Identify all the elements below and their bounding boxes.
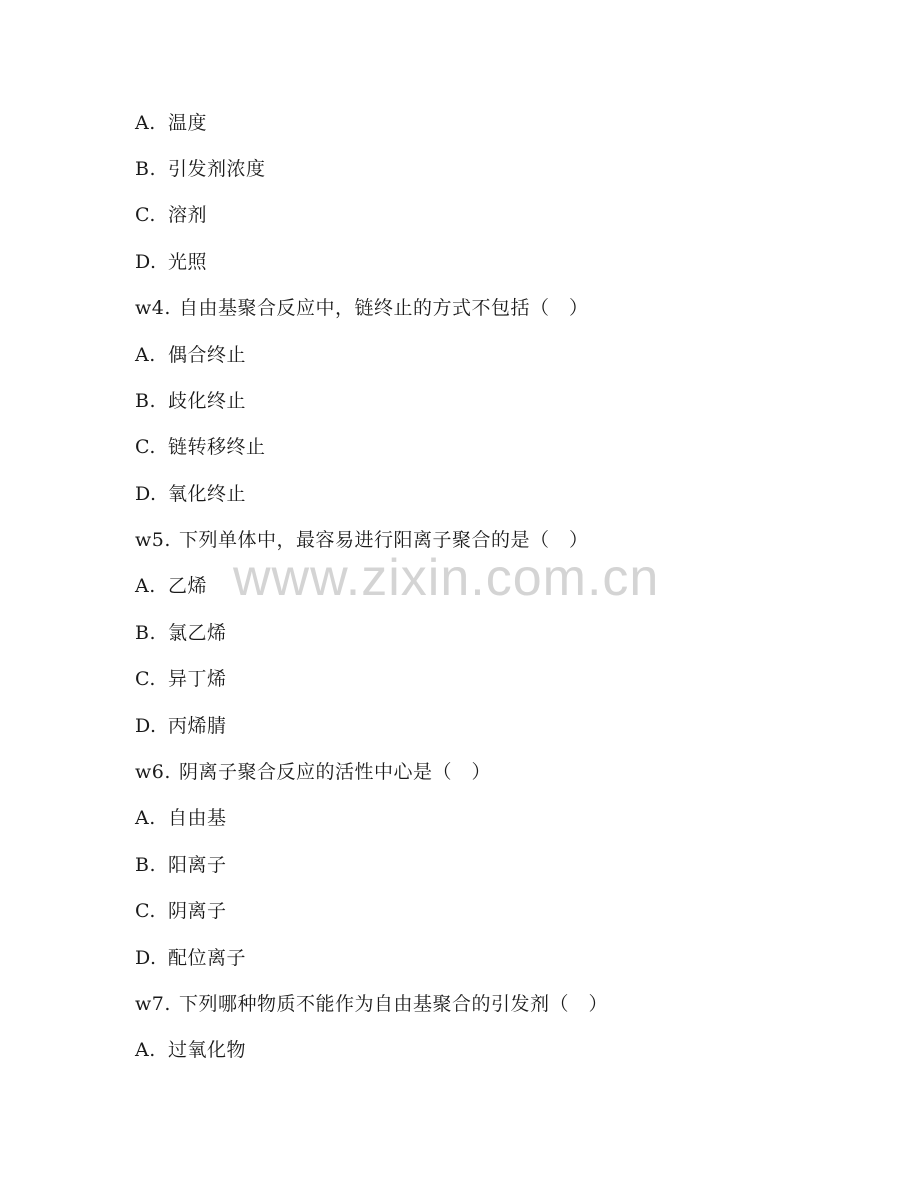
- option-text: 光照: [168, 251, 208, 273]
- option-label: B.: [135, 854, 157, 876]
- option-c: [135, 899, 227, 923]
- option-label: A.: [135, 112, 156, 134]
- option-text: 丙烯腈: [168, 715, 227, 737]
- option-text: 阴离子: [168, 900, 227, 922]
- option-text: 温度: [168, 112, 208, 134]
- option-a: [135, 806, 227, 830]
- option-label: C.: [135, 436, 156, 458]
- option-b: [135, 389, 246, 413]
- option-a: [135, 111, 207, 135]
- option-label: D.: [135, 483, 157, 505]
- option-b: [135, 157, 266, 181]
- option-label: A.: [135, 1039, 156, 1061]
- option-label: B.: [135, 622, 157, 644]
- option-label: A.: [135, 575, 156, 597]
- option-text: 自由基: [168, 807, 227, 829]
- question-w6: [135, 760, 491, 784]
- option-d: [135, 482, 246, 506]
- option-b: [135, 621, 227, 645]
- option-text: 歧化终止: [168, 390, 247, 412]
- option-text: 引发剂浓度: [168, 158, 266, 180]
- option-c: [135, 435, 266, 459]
- option-text: 氧化终止: [168, 483, 247, 505]
- question-text: 自由基聚合反应中，链终止的方式不包括（ ）: [179, 297, 589, 319]
- question-number: w6.: [135, 761, 171, 783]
- option-label: A.: [135, 344, 156, 366]
- option-d: [135, 946, 246, 970]
- option-label: D.: [135, 251, 157, 273]
- option-d: [135, 250, 207, 274]
- option-text: 乙烯: [168, 575, 208, 597]
- option-text: 异丁烯: [168, 668, 227, 690]
- question-number: w7.: [135, 993, 171, 1015]
- option-label: C.: [135, 668, 156, 690]
- option-label: D.: [135, 715, 157, 737]
- option-label: A.: [135, 807, 156, 829]
- option-b: [135, 853, 227, 877]
- option-label: D.: [135, 947, 157, 969]
- watermark: www.zixin.com.cn: [233, 549, 660, 607]
- option-label: B.: [135, 158, 157, 180]
- option-a: [135, 343, 246, 367]
- option-c: [135, 203, 207, 227]
- option-text: 氯乙烯: [168, 622, 227, 644]
- question-w4: [135, 296, 589, 320]
- question-text: 下列哪种物质不能作为自由基聚合的引发剂（ ）: [179, 993, 609, 1015]
- question-number: w4.: [135, 297, 171, 319]
- option-c: [135, 667, 227, 691]
- option-text: 溶剂: [168, 204, 208, 226]
- option-text: 过氧化物: [168, 1039, 247, 1061]
- option-label: B.: [135, 390, 157, 412]
- question-text: 阴离子聚合反应的活性中心是（ ）: [179, 761, 492, 783]
- option-text: 偶合终止: [168, 344, 247, 366]
- option-a: [135, 1038, 246, 1062]
- question-w7: [135, 992, 608, 1016]
- option-text: 阳离子: [168, 854, 227, 876]
- option-text: 链转移终止: [168, 436, 266, 458]
- question-text: 下列单体中，最容易进行阳离子聚合的是（ ）: [179, 529, 589, 551]
- option-label: C.: [135, 204, 156, 226]
- option-label: C.: [135, 900, 156, 922]
- option-d: [135, 714, 227, 738]
- question-number: w5.: [135, 529, 171, 551]
- option-text: 配位离子: [168, 947, 247, 969]
- option-a: [135, 574, 207, 598]
